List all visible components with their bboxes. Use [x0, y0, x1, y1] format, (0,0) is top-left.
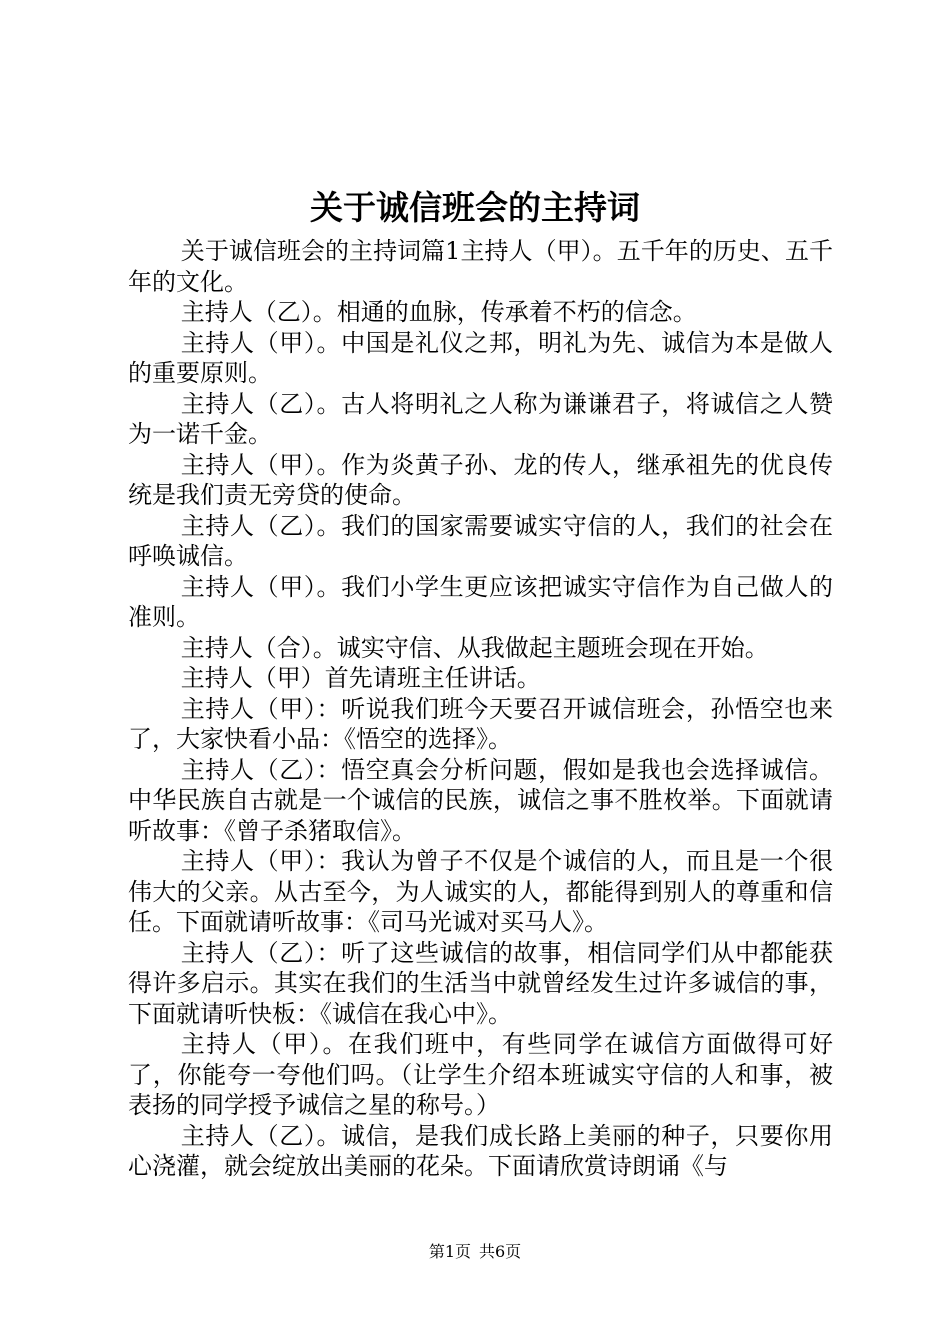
paragraph: 主持人（合）。诚实守信、从我做起主题班会现在开始。	[180, 633, 769, 662]
page-number: 第1页	[428, 1242, 471, 1261]
paragraph: 主持人（甲）。作为炎黄子孙、龙的传人，继承祖先的优良传统是我们责无旁贷的使命。	[128, 450, 833, 509]
paragraph: 主持人（乙）：悟空真会分析问题，假如是我也会选择诚信。中华民族自古就是一个诚信的民族，诚信之事不胜枚举。下面就请听故事：《曾子杀猪取信》。	[128, 755, 833, 845]
paragraph: 主持人（甲）。中国是礼仪之邦，明礼为先、诚信为本是做人的重要原则。	[128, 328, 833, 387]
document-title: 关于诚信班会的主持词	[310, 188, 640, 227]
page-total: 共6页	[479, 1242, 522, 1261]
paragraph: 主持人（乙）。相通的血脉，传承着不朽的信念。	[180, 298, 697, 326]
document-body	[128, 236, 833, 1182]
paragraph: 主持人（甲）。在我们班中，有些同学在诚信方面做得可好了，你能夸一夸他们吗。（让学生介绍本班诚实守信的人和事，被表扬的同学授予诚信之星的称号。）	[128, 1030, 833, 1119]
paragraph: 主持人（乙）。古人将明礼之人称为谦谦君子，将诚信之人赞为一诺千金。	[128, 389, 833, 448]
paragraph: 关于诚信班会的主持词篇1主持人（甲）。五千年的历史、五千年的文化。	[128, 237, 833, 296]
paragraph: 主持人（乙）。诚信，是我们成长路上美丽的种子，只要你用心浇灌，就会绽放出美丽的花朵。下面请欣赏诗朗诵《与	[128, 1121, 833, 1180]
paragraph: 主持人（甲）。我们小学生更应该把诚实守信作为自己做人的准则。	[128, 572, 833, 631]
paragraph: 主持人（甲）：听说我们班今天要召开诚信班会，孙悟空也来了，大家快看小品：《悟空的选择》。	[128, 694, 833, 753]
paragraph: 主持人（甲）：我认为曾子不仅是个诚信的人，而且是一个很伟大的父亲。从古至今，为人诚实的人，都能得到别人的尊重和信任。下面就请听故事：《司马光诚对买马人》。	[128, 847, 833, 936]
page-footer	[0, 1241, 950, 1263]
paragraph: 主持人（乙）。我们的国家需要诚实守信的人，我们的社会在呼唤诚信。	[128, 511, 833, 570]
paragraph: 主持人（甲）首先请班主任讲话。	[180, 664, 541, 692]
paragraph: 主持人（乙）：听了这些诚信的故事，相信同学们从中都能获得许多启示。其实在我们的生活当中就曾经发生过许多诚信的事，下面就请听快板：《诚信在我心中》。	[128, 938, 833, 1028]
